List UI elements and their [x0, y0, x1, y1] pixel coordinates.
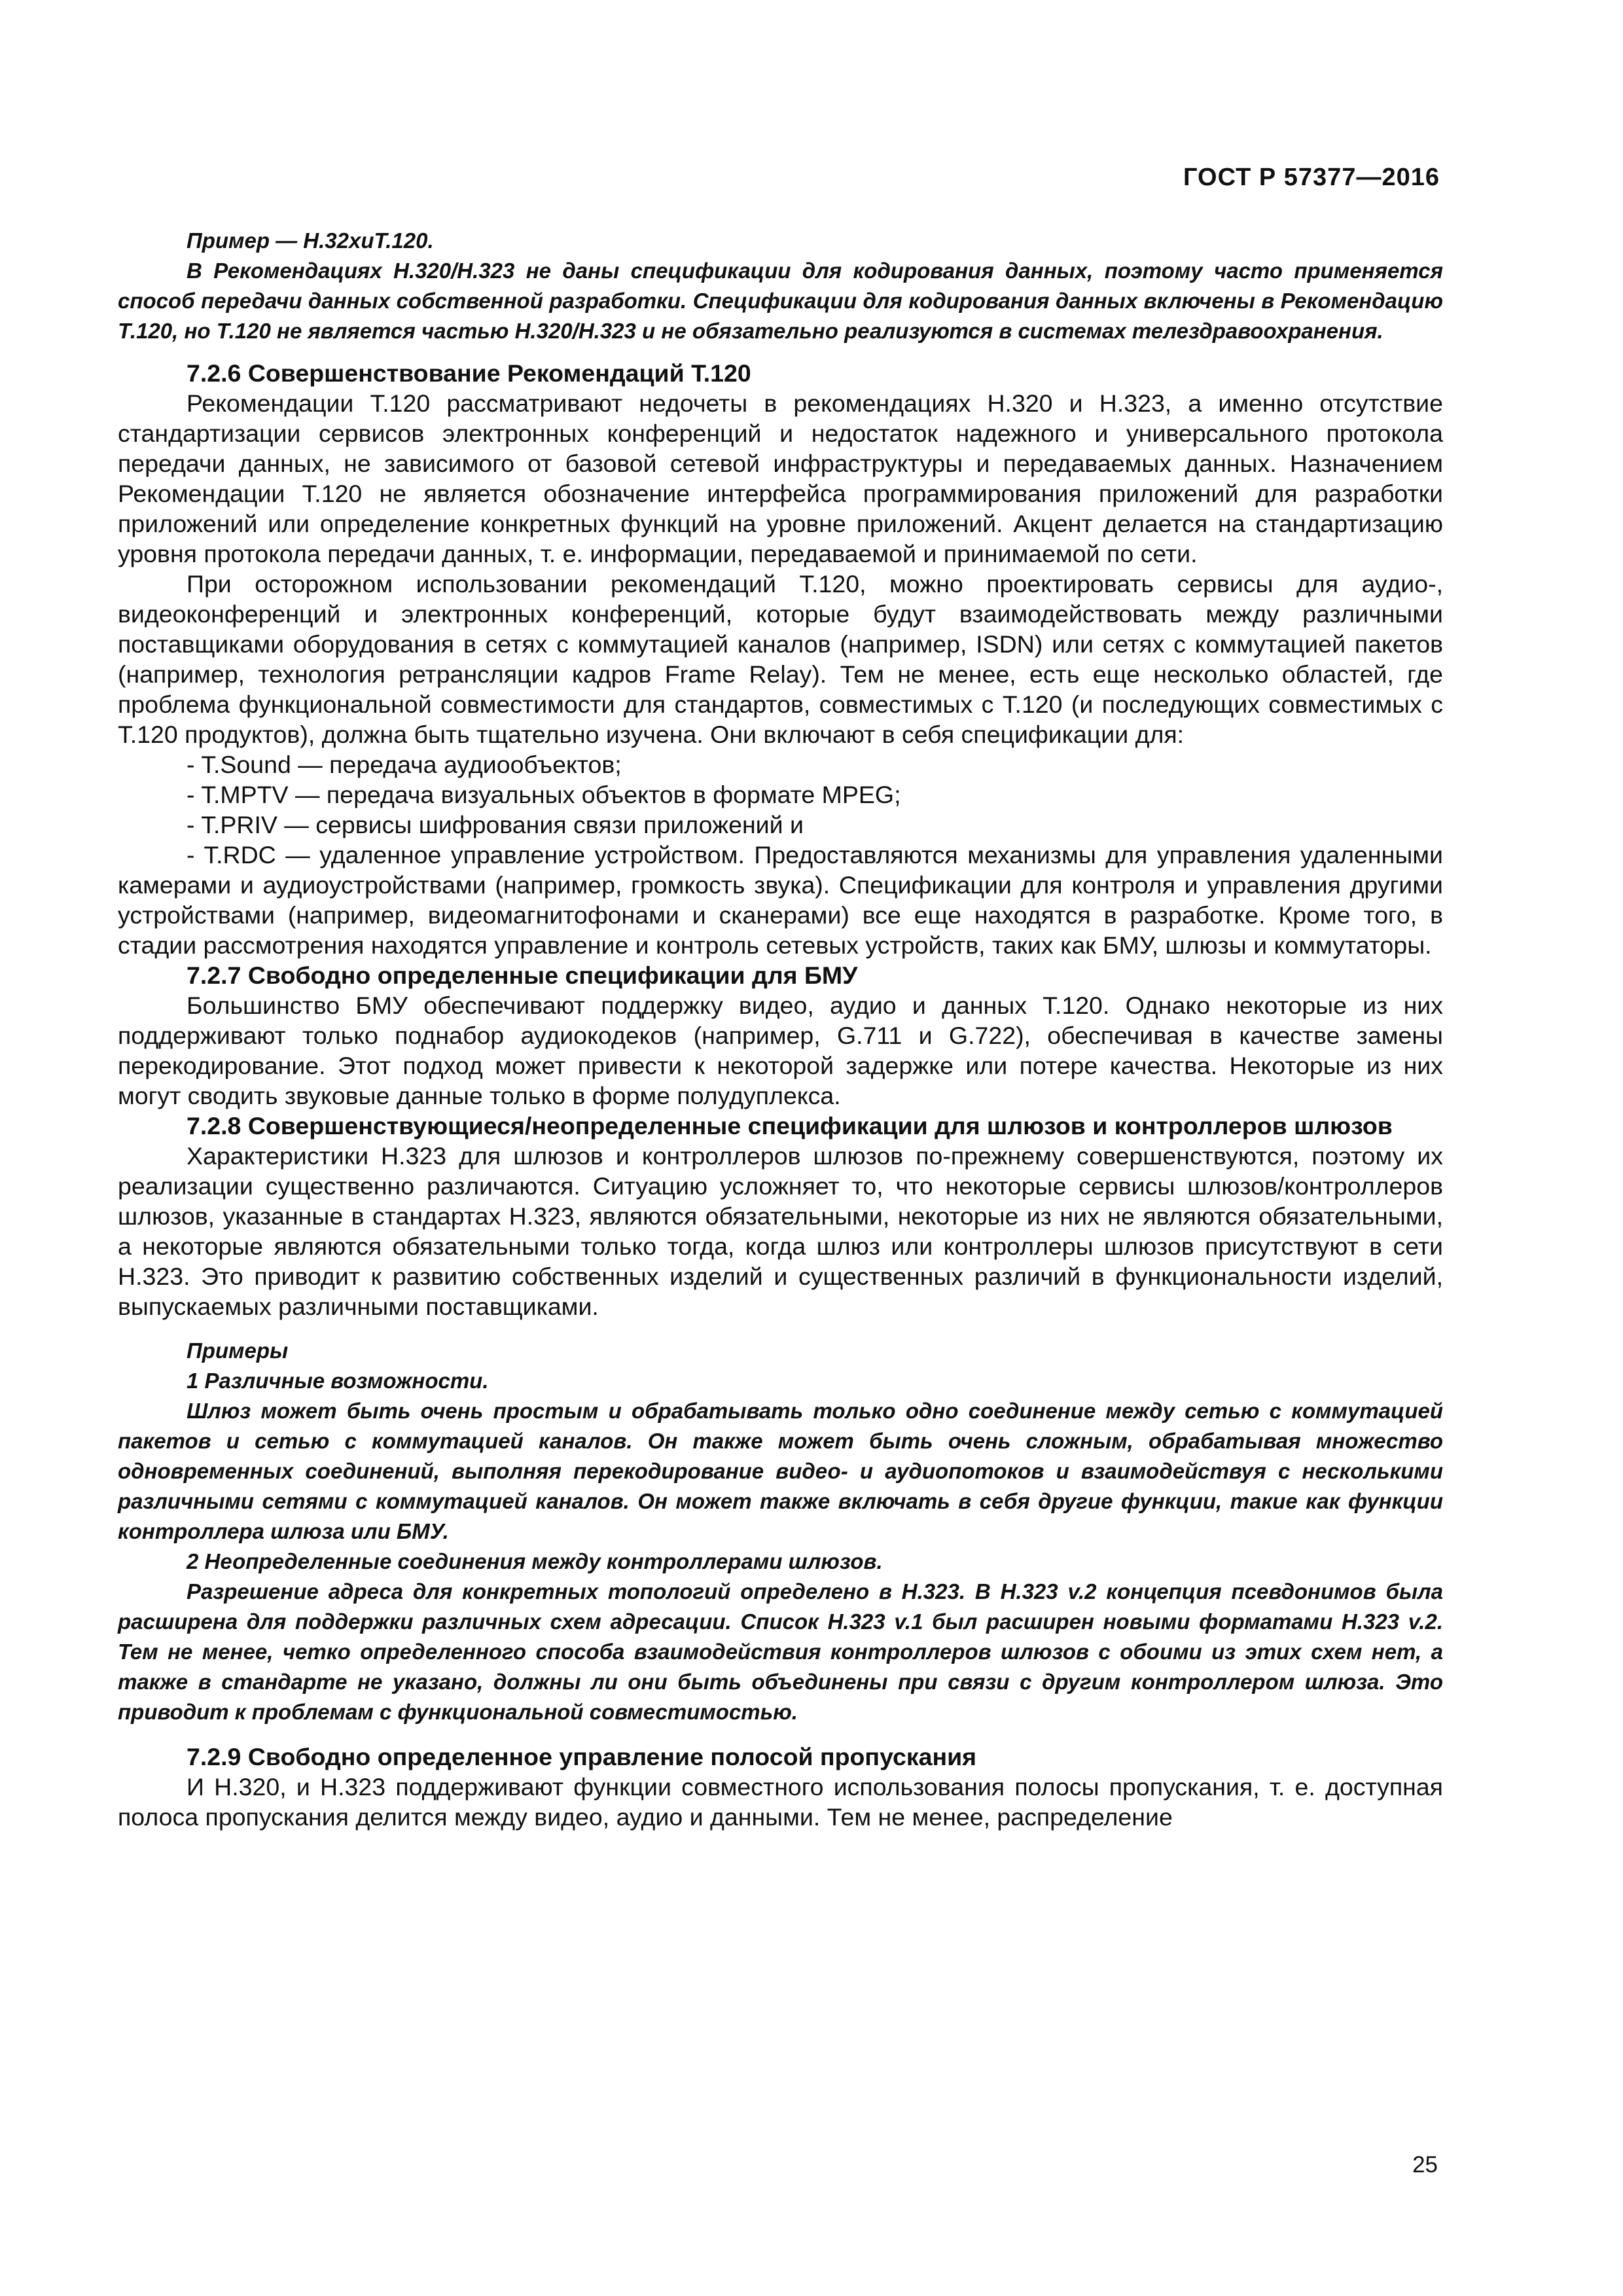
- note-example-1-text: Шлюз может быть очень простым и обрабатывать только одно соединение между сетью с коммутацией пакетов и сетью с коммутацией каналов. Он также может быть очень сложным, обрабатывая множество одновременных соединений, выполняя перекодирование видео- и аудиопотоков и взаимодействуя с несколькими различными сетями с коммутацией каналов. Он может также включать в себя другие функции, такие как функции контроллера шлюза или БМУ.: [118, 1399, 1443, 1543]
- paragraph-7-2-9-1: И Н.320, и Н.323 поддерживают функции совместного использования полосы пропускания, т. е. доступная полоса пропускания делится между видео, аудио и данными. Тем не менее, распределение: [118, 1773, 1443, 1831]
- paragraph-7-2-6-1: Рекомендации Т.120 рассматривают недочеты в рекомендациях Н.320 и Н.323, а именно отсутствие стандартизации сервисов электронных конференций и недостаток надежного и универсального протокола передачи данных, не зависимого от базовой сетевой инфраструктуры и передаваемых данных. Назначением Рекомендации Т.120 не является обозначение интерфейса программирования приложений для разработки приложений или определение конкретных функций на уровне приложений. Акцент делается на стандартизацию уровня протокола передачи данных, т. е. информации, передаваемой и принимаемой по сети.: [118, 389, 1443, 567]
- note-example-1-title: 1 Различные возможности.: [187, 1369, 489, 1393]
- paragraph-7-2-6-2: При осторожном использовании рекомендаций Т.120, можно проектировать сервисы для аудио-, видеоконференций и электронных конференций, которые будут взаимодействовать между различными поставщиками оборудования в сетях с коммутацией каналов (например, ISDN) или сетях с коммутацией пакетов (например, технология ретрансляции кадров Frame Relay). Тем не менее, есть еще несколько областей, где проблема функциональной совместимости для стандартов, совместимых с Т.120 (и последующих совместимых с Т.120 продуктов), должна быть тщательно изучена. Они включают в себя спецификации для:: [118, 570, 1443, 748]
- note-example-label: Пример — H.32xuT.120.: [187, 228, 434, 253]
- list-item: - T.PRIV — сервисы шифрования связи приложений и: [187, 811, 804, 838]
- note-examples-label: Примеры: [187, 1338, 289, 1363]
- list-item: - T.RDC — удаленное управление устройством. Предоставляются механизмы для управления удаленными камерами и аудиоустройствами (например, громкость звука). Спецификации для контроля и управления другими устройствами (например, видеомагнитофонами и сканерами) все еще находятся в разработке. Кроме того, в стадии рассмотрения находятся управление и контроль сетевых устройств, таких как БМУ, шлюзы и коммутаторы.: [118, 841, 1443, 959]
- section-heading-7-2-7: 7.2.7 Свободно определенные спецификации для БМУ: [187, 961, 858, 989]
- list-item: - T.MPTV — передача визуальных объектов в формате MPEG;: [187, 781, 901, 808]
- paragraph-7-2-7-1: Большинство БМУ обеспечивают поддержку видео, аудио и данных Т.120. Однако некоторые из них поддерживают только поднабор аудиокодеков (например, G.711 и G.722), обеспечивая в качестве замены перекодирование. Этот подход может привести к некоторой задержке или потере качества. Некоторые из них могут сводить звуковые данные только в форме полудуплекса.: [118, 992, 1443, 1109]
- section-heading-7-2-9: 7.2.9 Свободно определенное управление полосой пропускания: [187, 1743, 977, 1770]
- section-heading-7-2-8: 7.2.8 Совершенствующиеся/неопределенные спецификации для шлюзов и контроллеров шлюзов: [187, 1112, 1393, 1139]
- note-example-text: В Рекомендациях H.320/H.323 не даны спецификации для кодирования данных, поэтому часто применяется способ передачи данных собственной разработки. Спецификации для кодирования данных включены в Рекомендацию Т.120, но Т.120 не является частью H.320/H.323 и не обязательно реализуются в системах телездравоохранения.: [118, 259, 1443, 343]
- section-heading-7-2-6: 7.2.6 Совершенствование Рекомендаций Т.120: [187, 359, 751, 387]
- note-example-2-text: Разрешение адреса для конкретных топологий определено в Н.323. В Н.323 v.2 концепция псевдонимов была расширена для поддержки различных схем адресации. Список Н.323 v.1 был расширен новыми форматами Н.323 v.2. Тем не менее, четко определенного способа взаимодействия контроллеров шлюзов с обоими из этих схем нет, а также в стандарте не указано, должны ли они быть объединены при связи с другим контроллером шлюза. Это приводит к проблемам с функциональной совместимостью.: [118, 1579, 1443, 1724]
- note-example-2-title: 2 Неопределенные соединения между контроллерами шлюзов.: [187, 1549, 883, 1573]
- paragraph-7-2-8-1: Характеристики Н.323 для шлюзов и контроллеров шлюзов по-прежнему совершенствуются, поэтому их реализации существенно различаются. Ситуацию усложняет то, что некоторые сервисы шлюзов/контроллеров шлюзов, указанные в стандартах Н.323, являются обязательными, некоторые из них не являются обязательными, а некоторые являются обязательными только тогда, когда шлюз или контроллеры шлюзов присутствуют в сети Н.323. Это приводит к развитию собственных изделий и существенных различий в функциональности изделий, выпускаемых различными поставщиками.: [118, 1142, 1443, 1320]
- list-item: - T.Sound — передача аудиообъектов;: [187, 751, 622, 778]
- document-code-header: ГОСТ Р 57377—2016: [1183, 164, 1440, 191]
- page-content: [118, 226, 1443, 1832]
- page-number: 25: [1412, 2152, 1438, 2178]
